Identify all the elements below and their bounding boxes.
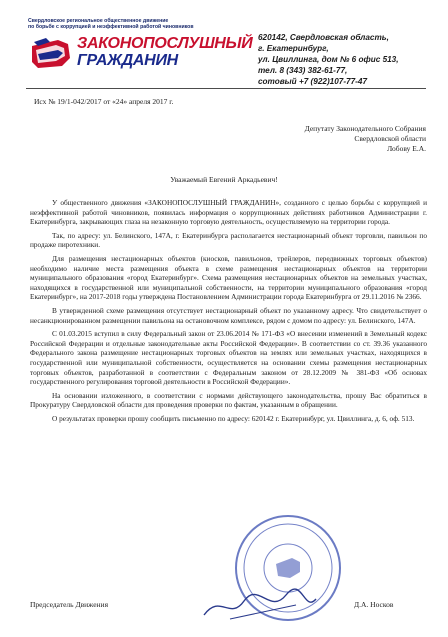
body-paragraph: На основании изложенного, в соответствии с нормами действующего законодательства, прошу Вас обратиться в Прокуратуру Свердловской области для проведения проверки по фактам, указанным в обращении. bbox=[30, 390, 427, 410]
contact-block bbox=[258, 32, 443, 87]
recipient-line: Депутату Законодательного Собрания bbox=[304, 124, 426, 133]
body-paragraph: С 01.03.2015 вступил в силу Федеральный закон от 23.06.2014 № 171-ФЗ «О внесении изменений в Земельный кодекс Российской Федерации и отдельные законодательные акты Российской Федерации». В соответствии со ст. 39.36 указанного Федерального закона размещение нестационарных торговых объектов на землях или земельных участках, находящихся в государственной или муниципальной собственности, осуществляется на основании схемы размещения нестационарных торговых объектов, разработанной в соответствии с Федеральным законом от 28.12.2009 № 381-ФЗ «Об основах государственного регулирования торговой деятельности в Российской Федерации». bbox=[30, 329, 427, 387]
outgoing-number: Исх № 19/1-042/2017 от «24» апреля 2017 г. bbox=[34, 97, 174, 106]
body-paragraph: Так, по адресу: ул. Белинского, 147А, г. Екатеринбурга располагается нестационарный объект торговли, павильон по продаже пиротехники. bbox=[30, 230, 427, 250]
org-description-line-1: Свердловское региональное общественное движение bbox=[28, 18, 169, 24]
brand-name-line-2: ГРАЖДАНИН bbox=[77, 52, 178, 69]
contact-line: г. Екатеринбург, bbox=[258, 44, 329, 53]
contact-line: сотовый +7 (922)107-77-47 bbox=[258, 77, 367, 86]
recipient-block bbox=[256, 124, 426, 154]
body-paragraph: У общественного движения «ЗАКОНОПОСЛУШНЫЙ ГРАЖДАНИН», созданного с целью борьбы с коррупцией и неэффективной работой чиновников, появилась информация о коррупционных действиях работников Администрации г. Екатеринбурга, закрывающих глаза на незаконную торговую деятельность, осуществляемую на территории города. bbox=[30, 198, 427, 227]
body-paragraph: В утвержденной схеме размещения отсутствует нестационарный объект по указанному адресу. Что свидетельствует о несанкционированном размещении павильона на остановочном комплексе, рядом с домом по адресу: ул. Белинского, 147А. bbox=[30, 305, 427, 325]
recipient-line: Лобову Е.А. bbox=[387, 144, 426, 153]
contact-line: ул. Цвиллинга, дом № 6 офис 513, bbox=[258, 55, 399, 64]
contact-line: 620142, Свердловская область, bbox=[258, 33, 389, 42]
body-paragraph: Для размещения нестационарных объектов (киосков, павильонов, трейлеров, передвижных торговых объектов) необходимо наличие места размещения объекта в схеме размещения нестационарных объектов на территории муниципального образования «город Екатеринбург». Схема размещения нестационарных объектов на земельных участках, находящихся в государственной или муниципальной собственности, на территории муниципального образования «город Екатеринбург», на 2017-2018 годы утверждена Постановлением Администрации города Екатеринбурга от 29.11.2016 № 2366. bbox=[30, 253, 427, 302]
salutation: Уважаемый Евгений Аркадьевич! bbox=[170, 175, 278, 184]
signatory-name: Д.А. Носков bbox=[354, 600, 394, 609]
body-paragraph: О результатах проверки прошу сообщить письменно по адресу: 620142 г. Екатеринбург, ул. Цвиллинга, д. 6, оф. 513. bbox=[52, 413, 415, 423]
recipient-line: Свердловской области bbox=[354, 134, 426, 143]
header-divider bbox=[26, 88, 426, 89]
brand-name-line-1: ЗАКОНОПОСЛУШНЫЙ bbox=[77, 35, 253, 52]
fist-logo-icon bbox=[28, 32, 74, 72]
organization-header bbox=[28, 18, 253, 72]
handwritten-signature bbox=[200, 585, 320, 630]
signatory-title: Председатель Движения bbox=[30, 600, 109, 609]
org-description-line-2: по борьбе с коррупцией и неэффективной работой чиновников bbox=[28, 24, 194, 30]
letter-body bbox=[30, 198, 427, 423]
contact-line: тел. 8 (343) 382-61-77, bbox=[258, 66, 348, 75]
